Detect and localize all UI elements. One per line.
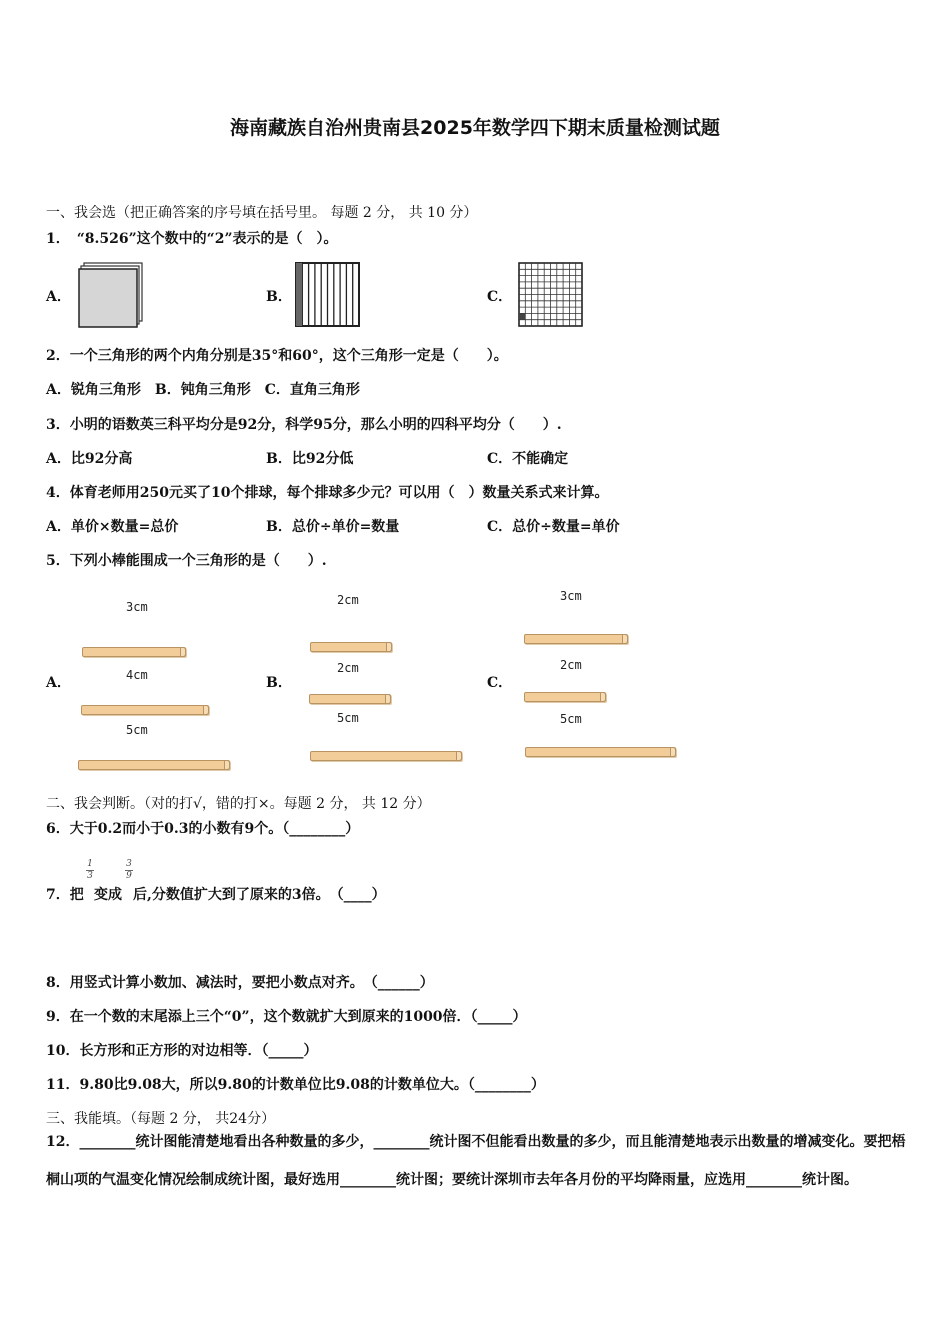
q7-prefix: 7．把 [46,887,84,903]
stick-label: 5cm [560,712,582,726]
q3-option-c: C．不能确定 [487,451,569,467]
q4-text: 4．体育老师用250元买了10个排球，每个排球多少元？可以用（ ）数量关系式来计算。 [46,485,609,501]
q7-fraction-1 [86,860,94,881]
q5-option-c-label: C． [487,675,513,691]
q4-option-c: C．总价÷数量=单价 [487,519,620,535]
stick [310,642,392,652]
q6-text: 6．大于0.2而小于0.3的小数有9个。（________） [46,821,360,837]
q3-text: 3．小明的语数英三科平均分是92分，科学95分，那么小明的四科平均分（ ）. [46,417,562,433]
q11-text: 11．9.80比9.08大，所以9.80的计数单位比9.08的计数单位大。（________） [46,1077,545,1093]
q1-option-a-label: A． [46,289,71,305]
q1-option-a-image[interactable] [78,262,144,328]
stick [524,634,628,644]
q1-option-b-image[interactable] [295,262,361,328]
stick-label: 3cm [560,589,582,603]
fraction-numerator: 3 [126,859,132,869]
stick [81,705,209,715]
section2-heading: 二、我会判断。（对的打√，错的打×。每题 2 分， 共 12 分） [46,796,431,812]
stick-label: 5cm [126,723,148,737]
stacked-squares-icon [78,262,144,328]
q9-text: 9．在一个数的末尾添上三个“0”，这个数就扩大到原来的1000倍．（_____） [46,1009,527,1025]
q1-option-c-label: C． [487,289,513,305]
q5-text: 5．下列小棒能围成一个三角形的是（ ）. [46,553,327,569]
stick-label: 4cm [126,668,148,682]
stick-label: 5cm [337,711,359,725]
stick [524,692,606,702]
q1-option-b-label: B． [266,289,292,305]
q2-text: 2．一个三角形的两个内角分别是35°和60°，这个三角形一定是（ ）。 [46,348,508,364]
section3-heading: 三、我能填。（每题 2 分， 共24分） [46,1111,276,1127]
fraction-numerator: 1 [87,859,93,869]
q10-text: 10．长方形和正方形的对边相等．（_____） [46,1043,318,1059]
q12-text: 12．________统计图能清楚地看出各种数量的多少，________统计图不但能看出数量的多少，而且能清楚地表示出数量的增减变化。要把梧桐山项的气温变化情况绘制成统计图，最好选用________统计图；要统计深圳市去年各月份的平均降雨量，应选用________统计图。 [46,1134,906,1188]
stick-label: 2cm [560,658,582,672]
stick [82,647,186,657]
q1-option-c-image[interactable] [518,262,584,328]
q4-option-b: B．总价÷单价=数量 [266,519,400,535]
stick-label: 3cm [126,600,148,614]
q7-suffix: 后,分数值扩大到了原来的3倍。 （____） [133,887,386,903]
q3-option-b: B．比92分低 [266,451,354,467]
q8-text: 8．用竖式计算小数加、减法时，要把小数点对齐。 （______） [46,975,434,991]
section1-heading: 一、我会选（把正确答案的序号填在括号里。 每题 2 分， 共 10 分） [46,205,478,221]
hundredths-grid-icon [518,262,584,328]
fraction-denominator: 9 [126,871,132,881]
q7-middle: 变成 [94,887,122,903]
tenths-strips-icon [295,262,361,328]
q5-option-b-label: B． [266,675,292,691]
q4-option-a: A．单价×数量=总价 [46,519,179,535]
page-title: 海南藏族自治州贵南县2025年数学四下期末质量检测试题 [230,117,720,139]
q7-fraction-2 [125,860,133,881]
q1-text: 1． “8.526”这个数中的“2”表示的是（ ）。 [46,231,338,247]
q5-option-a-label: A． [46,675,71,691]
stick [78,760,230,770]
fraction-denominator: 3 [87,871,93,881]
stick-label: 2cm [337,593,359,607]
stick-label: 2cm [337,661,359,675]
q3-option-a: A．比92分高 [46,451,133,467]
stick [309,694,391,704]
stick [310,751,462,761]
q2-options: A．锐角三角形 B．钝角三角形 C．直角三角形 [46,382,360,398]
stick [525,747,676,757]
